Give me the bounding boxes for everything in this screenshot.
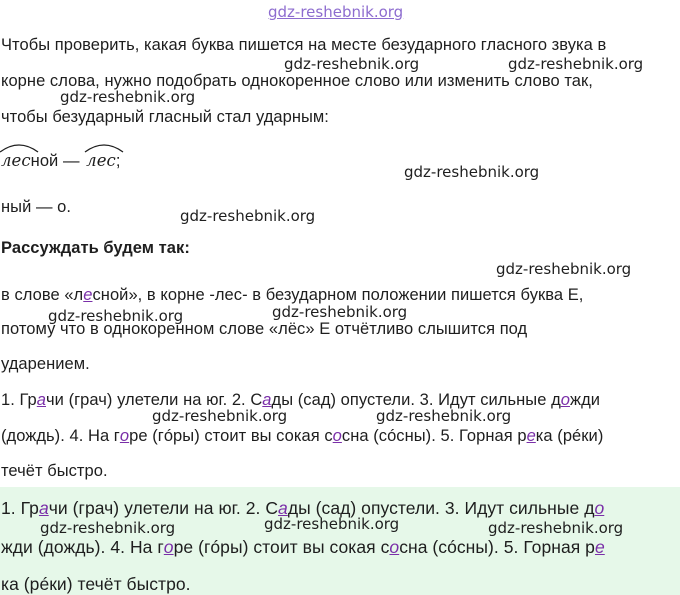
root-arc-icon (0, 141, 39, 153)
watermark: gdz-reshebnik.org (508, 55, 644, 73)
intro-line-3: чтобы безударный гласный стал ударным: (1, 108, 329, 126)
watermark: gdz-reshebnik.org (152, 407, 288, 425)
answer2-line-3: ка (рéки) течёт быстро. (1, 574, 191, 594)
reason-title: Рассуждать будем так: (1, 239, 190, 257)
example-line-2: ный — о. (1, 198, 72, 216)
answer1-line-3: течёт быстро. (1, 462, 108, 480)
watermark: gdz-reshebnik.org (376, 407, 512, 425)
answer2-line-1: 1. Грачи (грач) улетели на юг. 2. Сады (сад) опустели. 3. Идут сильные до (1, 498, 605, 518)
watermark-top: gdz-reshebnik.org (268, 3, 404, 21)
example-line: лесной — лес; (1, 150, 120, 172)
root-mark-1: лес (1, 150, 31, 172)
watermark: gdz-reshebnik.org (404, 163, 540, 181)
reason-line-3: ударением. (1, 355, 90, 373)
watermark: gdz-reshebnik.org (264, 515, 400, 533)
intro-line-1: Чтобы проверить, какая буква пишется на месте безударного гласного звука в (1, 36, 607, 54)
root-arc-icon (84, 141, 124, 153)
watermark: gdz-reshebnik.org (180, 207, 316, 225)
watermark: gdz-reshebnik.org (272, 303, 408, 321)
watermark: gdz-reshebnik.org (488, 519, 624, 537)
watermark: gdz-reshebnik.org (40, 519, 176, 537)
reason-line-2: потому что в однокоренном слове «лёс» Е отчётливо слышится под (1, 320, 528, 338)
watermark: gdz-reshebnik.org (48, 307, 184, 325)
reason-line-1: в слове «лесной», в корне -лес- в безударном положении пишется буква Е, (1, 286, 584, 304)
answer1-line-2: (дождь). 4. На горе (гóры) стоит вы сокая сосна (сóсны). 5. Горная река (рéки) (1, 427, 604, 445)
answer1-line-1: 1. Грачи (грач) улетели на юг. 2. Сады (сад) опустели. 3. Идут сильные дожди (1, 391, 601, 409)
answer2-line-2: жди (дождь). 4. На горе (гóры) стоит вы сокая сосна (сóсны). 5. Горная ре (1, 537, 605, 557)
watermark: gdz-reshebnik.org (496, 260, 632, 278)
intro-line-2: корне слова, нужно подобрать однокоренное слово или изменить слово так, (1, 72, 593, 90)
watermark: gdz-reshebnik.org (60, 88, 196, 106)
root-mark-2: лес (86, 150, 116, 172)
watermark: gdz-reshebnik.org (284, 55, 420, 73)
